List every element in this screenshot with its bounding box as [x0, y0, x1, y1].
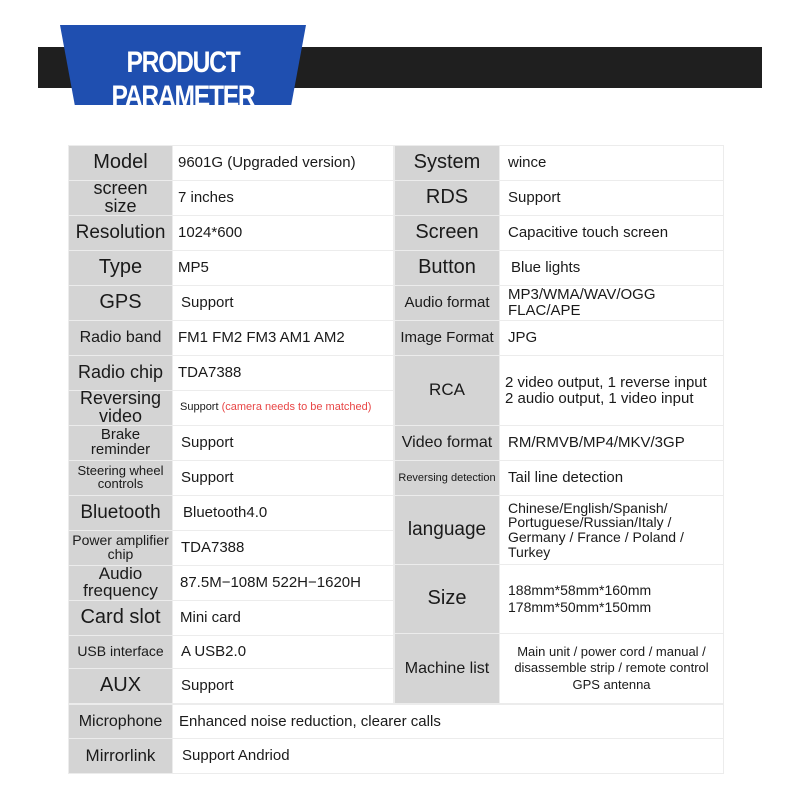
spec-label: RDS: [395, 181, 499, 215]
left-spec-grid: [68, 145, 394, 704]
spec-value: Support: [173, 286, 393, 320]
spec-value: MP5: [173, 251, 393, 285]
spec-value: Support: [500, 181, 723, 215]
spec-value: 188mm*58mm*160mm 178mm*50mm*150mm: [500, 565, 723, 633]
spec-label: AUX: [69, 669, 172, 703]
spec-label: System: [395, 146, 499, 180]
spec-label: GPS: [69, 286, 172, 320]
spec-value: Support Andriod: [173, 739, 723, 773]
spec-value: Bluetooth4.0: [173, 496, 393, 530]
spec-label: RCA: [395, 356, 499, 425]
camera-note: (camera needs to be matched): [221, 401, 372, 414]
spec-label: Model: [69, 146, 172, 180]
spec-value: Mini card: [173, 601, 393, 635]
spec-label: Radio band: [69, 321, 172, 355]
spec-label: Reversing video: [69, 391, 172, 425]
spec-label: Resolution: [69, 216, 172, 250]
spec-label: Power amplifier chip: [69, 531, 172, 565]
spec-value: 1024*600: [173, 216, 393, 250]
spec-label: Size: [395, 565, 499, 633]
spec-label: Video format: [395, 426, 499, 460]
spec-value: FM1 FM2 FM3 AM1 AM2: [173, 321, 393, 355]
spec-label: Machine list: [395, 634, 499, 703]
spec-value: [173, 391, 393, 425]
spec-value: Blue lights: [500, 251, 723, 285]
spec-label: USB interface: [69, 636, 172, 668]
spec-value: JPG: [500, 321, 723, 355]
spec-value: Support: [173, 426, 393, 460]
reversing-video-support: Support: [180, 401, 219, 414]
bottom-spec-grid: [68, 704, 724, 774]
spec-label: Card slot: [69, 601, 172, 635]
spec-value: wince: [500, 146, 723, 180]
spec-value: Capacitive touch screen: [500, 216, 723, 250]
spec-label: Mirrorlink: [69, 739, 172, 773]
spec-value: Main unit / power cord / manual / disassemble strip / remote control GPS antenna: [500, 634, 723, 703]
spec-value: TDA7388: [173, 531, 393, 565]
spec-value: Support: [173, 669, 393, 703]
spec-value: RM/RMVB/MP4/MKV/3GP: [500, 426, 723, 460]
spec-value: Enhanced noise reduction, clearer calls: [173, 705, 723, 738]
spec-label: Brake reminder: [69, 426, 172, 460]
spec-value: A USB2.0: [173, 636, 393, 668]
spec-label: Audio frequency: [69, 566, 172, 600]
spec-label: Button: [395, 251, 499, 285]
spec-label: Reversing detection: [395, 461, 499, 495]
spec-value: Support: [173, 461, 393, 495]
spec-label: Steering wheel controls: [69, 461, 172, 495]
spec-label: Audio format: [395, 286, 499, 320]
spec-value: MP3/WMA/WAV/OGG FLAC/APE: [500, 286, 723, 320]
spec-value: Chinese/English/Spanish/ Portuguese/Russian/Italy / Germany / France / Poland / Turkey: [500, 496, 723, 564]
spec-value: 2 video output, 1 reverse input 2 audio output, 1 video input: [500, 356, 723, 425]
spec-value: Tail line detection: [500, 461, 723, 495]
spec-label: screen size: [69, 181, 172, 215]
spec-label: Image Format: [395, 321, 499, 355]
spec-label: language: [395, 496, 499, 564]
spec-value: 7 inches: [173, 181, 393, 215]
spec-value: TDA7388: [173, 356, 393, 390]
spec-label: Bluetooth: [69, 496, 172, 530]
right-spec-grid: [394, 145, 724, 704]
spec-label: Radio chip: [69, 356, 172, 390]
spec-label: Type: [69, 251, 172, 285]
spec-label: Microphone: [69, 705, 172, 738]
page-title: PRODUCT PARAMETER: [111, 46, 255, 113]
spec-value: 87.5M−108M 522H−1620H: [173, 566, 393, 600]
spec-label: Screen: [395, 216, 499, 250]
spec-value: 9601G (Upgraded version): [173, 146, 393, 180]
